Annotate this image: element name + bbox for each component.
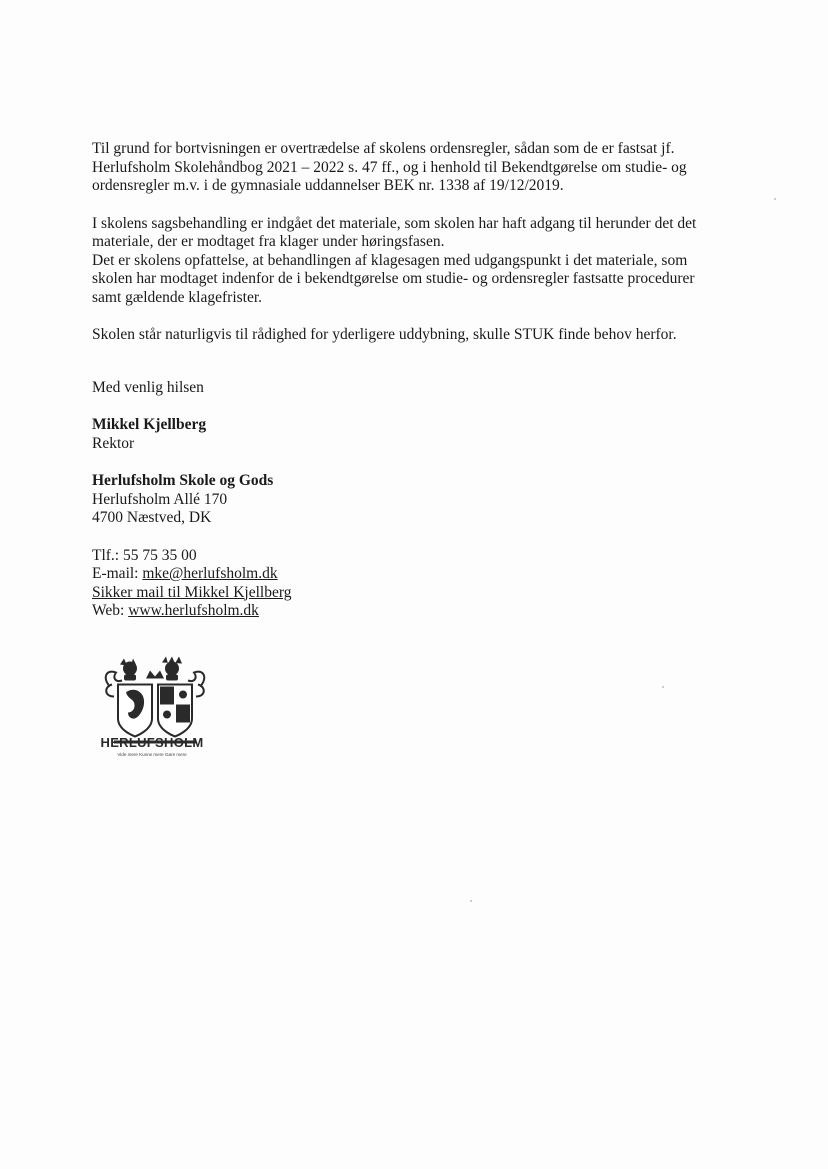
scan-speck [774,198,776,200]
paragraph-material: I skolens sagsbehandling er indgået det materiale, som skolen har haft adgang til herunder det det materiale, der er modtaget fra klager under høringsfasen. [92,214,697,250]
organization-block [92,472,732,528]
paragraph-opinion: Det er skolens opfattelse, at behandlingen af klagesagen med udgangspunkt i det materiale, som skolen har modtaget indenfor de i bekendtgørelse om studie- og ordensregler fastsatte procedurer samt gældende klagefrister. [92,251,695,306]
scan-speck [662,686,664,688]
contact-email-link[interactable]: mke@herlufsholm.dk [142,565,278,582]
contact-phone: Tlf.: 55 75 35 00 [92,546,197,564]
closing-greeting: Med venlig hilsen [92,378,204,396]
contact-web-link[interactable]: www.herlufsholm.dk [128,602,259,619]
contact-web-label: Web: [92,602,129,619]
signer-title: Rektor [92,434,135,452]
contact-email-label: E-mail: [92,565,143,582]
contact-email-row [92,565,732,584]
logo-wordmark: HERLUFSHOLM [100,735,204,750]
scan-speck [470,900,472,902]
contact-block [92,547,732,621]
organization-name: Herlufsholm Skole og Gods [92,472,274,489]
organization-street: Herlufsholm Allé 170 [92,490,228,508]
signer-name: Mikkel Kjellberg [92,416,207,433]
logo-tagline: Vide mere Kunne mere Gøre mere [117,752,187,757]
signature-block [92,416,732,453]
paragraph-availability: Skolen står naturligvis til rådighed for yderligere uddybning, skulle STUK finde behov herfor. [92,326,677,343]
contact-web-row [92,602,732,621]
letter-body [92,140,732,640]
organization-city: 4700 Næstved, DK [92,509,212,526]
paragraph-grounds: Til grund for bortvisningen er overtrædelse af skolens ordensregler, sådan som de er fastsat jf. Herlufsholm Skolehåndbog 2021 – 2022 s. 47 ff., og i henhold til Bekendtgørelse om studie- og ordensregler m.v. i de gymnasiale uddannelser BEK nr. 1338 af 19/12/2019. [92,140,687,194]
secure-mail-link[interactable]: Sikker mail til Mikkel Kjellberg [92,583,292,601]
